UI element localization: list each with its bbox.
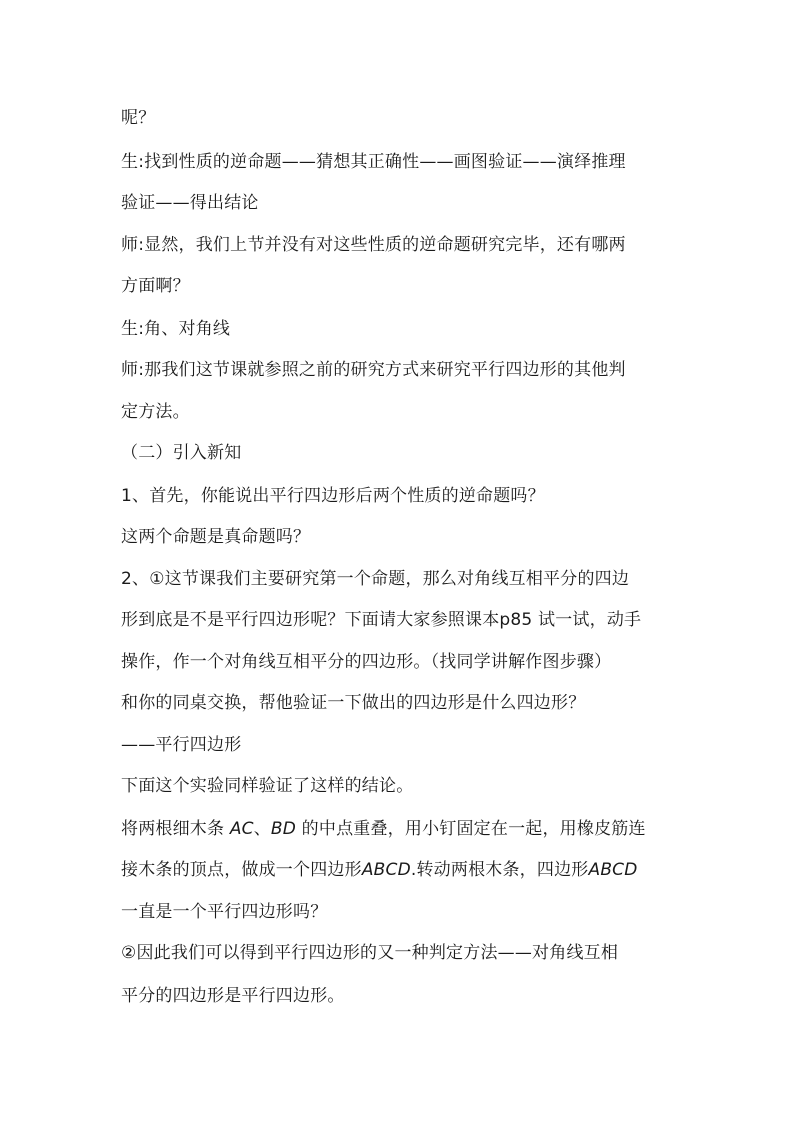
text-line: 方面啊？	[121, 276, 190, 296]
text-fragment: 将两根细木条	[121, 819, 230, 839]
text-line: 下面这个实验同样验证了这样的结论。	[121, 776, 414, 796]
text-line: 师:那我们这节课就参照之前的研究方式来研究平行四边形的其他判	[121, 360, 626, 380]
text-line: 2、①这节课我们主要研究第一个命题，那么对角线互相平分的四边	[121, 569, 630, 589]
text-line: 1、首先，你能说出平行四边形后两个性质的逆命题吗？	[121, 486, 545, 506]
text-line: 定方法。	[121, 402, 190, 422]
experiment-line-1	[121, 817, 646, 841]
text-fragment: 接木条的顶点，做成一个四边形	[121, 860, 362, 880]
text-fragment: 的中点重叠，用小钉固定在一起，用橡皮筋连	[296, 819, 646, 839]
conclusion-line: 平分的四边形是平行四边形。	[121, 986, 345, 1006]
text-line: ——平行四边形	[121, 735, 242, 755]
text-line: 生:角、对角线	[121, 319, 231, 339]
section-heading: （二）引入新知	[121, 443, 242, 463]
experiment-line-2	[121, 858, 638, 882]
text-line: 师:显然，我们上节并没有对这些性质的逆命题研究完毕，还有哪两	[121, 235, 626, 255]
conclusion-line: ②因此我们可以得到平行四边形的又一种判定方法——对角线互相	[121, 943, 619, 963]
quadrilateral-label: ABCD	[361, 860, 411, 880]
text-line: 验证——得出结论	[121, 193, 259, 213]
text-line: 呢？	[121, 108, 156, 128]
text-line: 这两个命题是真命题吗？	[121, 527, 311, 547]
experiment-line-3: 一直是一个平行四边形吗？	[121, 902, 328, 922]
segment-label: BD	[270, 819, 297, 839]
text-line: 和你的同桌交换，帮他验证一下做出的四边形是什么四边形？	[121, 693, 586, 713]
quadrilateral-label: ABCD	[588, 860, 638, 880]
text-fragment: .转动两根木条，四边形	[410, 860, 589, 880]
text-line: 形到底是不是平行四边形呢？下面请大家参照课本p85 试一试，动手	[121, 610, 642, 630]
text-line: 生:找到性质的逆命题——猜想其正确性——画图验证——演绎推理	[121, 152, 626, 172]
text-fragment: 、	[253, 819, 271, 839]
text-line: 操作，作一个对角线互相平分的四边形。（找同学讲解作图步骤）	[121, 652, 612, 672]
segment-label: AC	[229, 819, 254, 839]
